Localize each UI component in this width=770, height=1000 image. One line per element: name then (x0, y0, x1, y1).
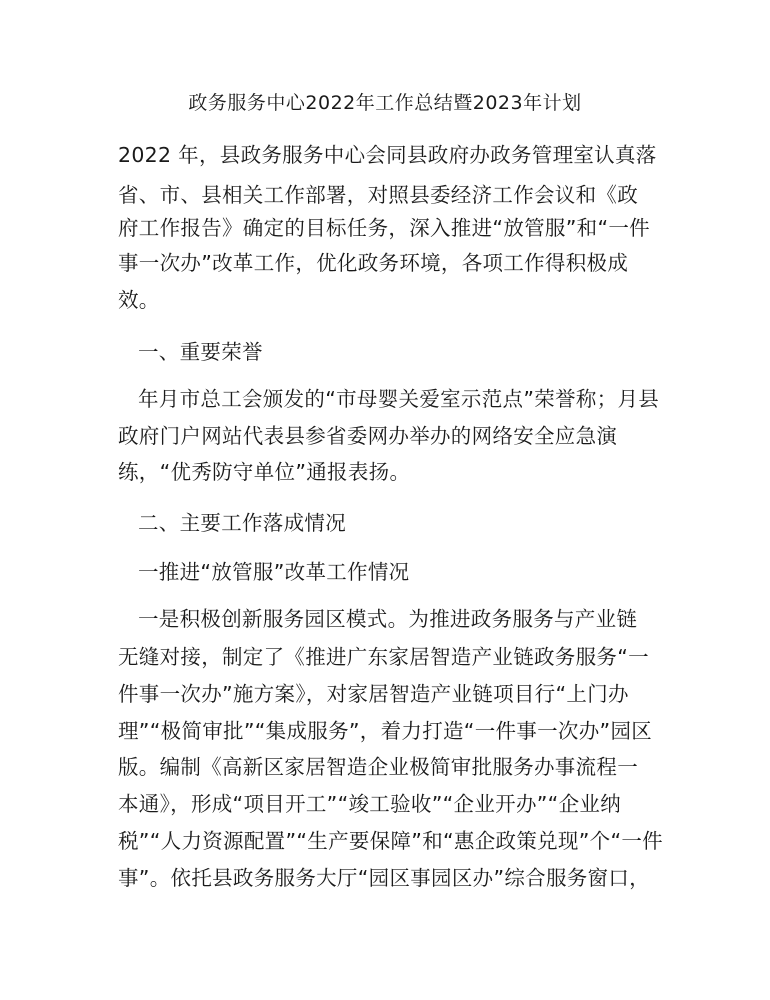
paragraph-line: 事”。依托县政务服务大厅“园区事园区办”综合服务窗口， (118, 866, 650, 890)
paragraph-line: 效。 (118, 288, 160, 312)
paragraph-line: 一是积极创新服务园区模式。为推进政务服务与产业链 (138, 607, 638, 631)
paragraph-line: 版。编制《高新区家居智造企业极简审批服务办事流程一 (118, 755, 638, 779)
paragraph-line: 税”“人力资源配置”“生产要保障”和“惠企政策兑现”个“一件 (118, 829, 663, 853)
subsection-heading: 一推进“放管服”改革工作情况 (138, 560, 410, 584)
paragraph-line: 本通》，形成“项目开工”“竣工验收”“企业开办”“企业纳 (118, 792, 621, 816)
paragraph-line: 无缝对接，制定了《推进广东家居智造产业链政务服务“一 (118, 645, 649, 669)
document-title: 政务服务中心2022年工作总结暨2023年计划 (188, 92, 582, 114)
paragraph-line: 练，“优秀防守单位”通报表扬。 (118, 460, 411, 484)
paragraph-line: 府工作报告》确定的目标任务，深入推进“放管服”和“一件 (118, 216, 650, 240)
paragraph-line: 理”“极简审批”“集成服务”，着力打造“一件事一次办”园区 (118, 719, 653, 743)
paragraph-line: 事一次办”改革工作，优化政务环境，各项工作得积极成 (118, 251, 629, 275)
paragraph-line: 年月市总工会颁发的“市母婴关爱室示范点”荣誉称；月县 (138, 387, 660, 411)
section-heading: 一、重要荣誉 (138, 340, 263, 364)
paragraph-line: 政府门户网站代表县参省委网办举办的网络安全应急演 (118, 424, 618, 448)
paragraph-line: 省、市、县相关工作部署，对照县委经济工作会议和《政 (118, 183, 638, 207)
paragraph-line: 件事一次办”施方案》，对家居智造产业链项目行“上门办 (118, 682, 629, 706)
paragraph-line: 2022 年，县政务服务中心会同县政府办政务管理室认真落 (118, 143, 657, 167)
section-heading: 二、主要工作落成情况 (138, 511, 346, 535)
